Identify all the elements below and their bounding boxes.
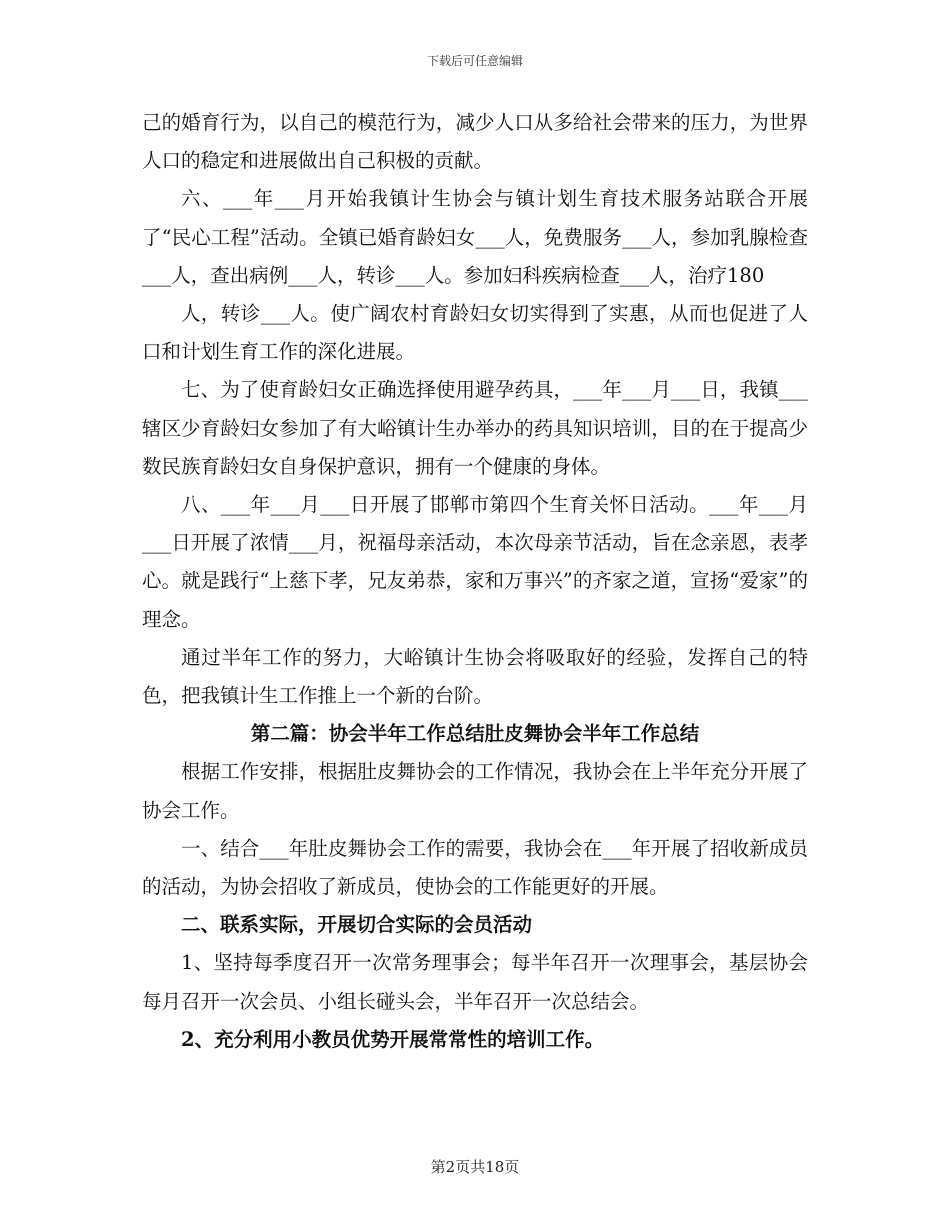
paragraph-intro: 根据工作安排，根据肚皮舞协会的工作情况，我协会在上半年充分开展了协会工作。 bbox=[142, 760, 808, 822]
document-body bbox=[142, 104, 808, 1059]
subheading-item-two: 二、联系实际，开展切合实际的会员活动 bbox=[181, 913, 533, 937]
paragraph-item-one: 一、结合___年肚皮舞协会工作的需要，我协会在___年开展了招收新成员的活动，为协会招收了新成员，使协会的工作能更好的开展。 bbox=[142, 836, 808, 899]
paragraph-item-six-continued: 人，转诊___人。使广阔农村育龄妇女切实得到了实惠，从而也促进了人口和计划生育工作的深化进展。 bbox=[142, 302, 808, 364]
page-header: 下载后可任意编辑 bbox=[426, 54, 523, 68]
paragraph-item-seven: 七、为了使育龄妇女正确选择使用避孕药具，___年___月___日，我镇___辖区少育龄妇女参加了有大峪镇计生办举办的药具知识培训，目的在于提高少数民族育龄妇女自身保护意识，拥有一个健康的身体。 bbox=[142, 378, 808, 478]
page-number: 第2页共18页 bbox=[430, 1158, 520, 1176]
paragraph-item-eight: 八、___年___月___日开展了邯郸市第四个生育关怀日活动。___年___月___日开展了浓情___月，祝福母亲活动，本次母亲节活动，旨在念亲恩，表孝心。就是践行“上慈下孝，兄友弟恭，家和万事兴”的齐家之道，宣扬“爱家”的理念。 bbox=[142, 493, 808, 631]
paragraph-item-two-1: 1、坚持每季度召开一次常务理事会；每半年召开一次理事会，基层协会每月召开一次会员、小组长碰头会，半年召开一次总结会。 bbox=[142, 951, 808, 1013]
paragraph-continued: 己的婚育行为，以自己的模范行为，减少人口从多给社会带来的压力，为世界人口的稳定和进展做出自己积极的贡献。 bbox=[142, 111, 808, 173]
section-title: 第二篇：协会半年工作总结肚皮舞协会半年工作总结 bbox=[250, 722, 700, 746]
paragraph-item-six: 六、___年___月开始我镇计生协会与镇计划生育技术服务站联合开展了“民心工程”活动。全镇已婚育龄妇女___人，免费服务___人，参加乳腺检查___人，查出病例___人，转诊___人。参加妇科疾病检查___人，治疗180 bbox=[142, 187, 808, 287]
subheading-item-two-2: 2、充分利用小教员优势开展常常性的培训工作。 bbox=[181, 1027, 605, 1051]
paragraph-conclusion: 通过半年工作的努力，大峪镇计生协会将吸取好的经验，发挥自己的特色，把我镇计生工作推上一个新的台阶。 bbox=[142, 645, 808, 708]
